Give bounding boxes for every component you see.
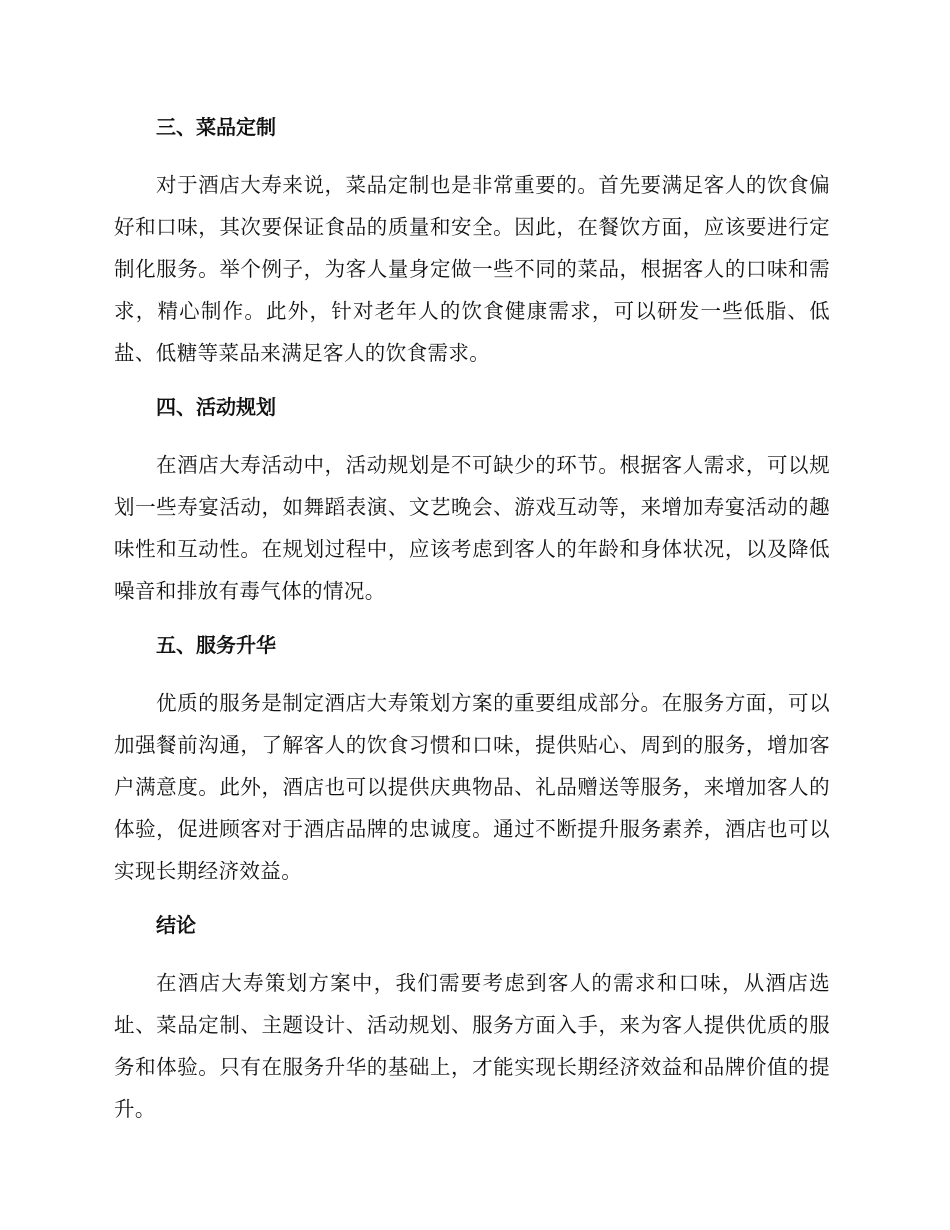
paragraph-service-upgrade: 优质的服务是制定酒店大寿策划方案的重要组成部分。在服务方面，可以加强餐前沟通，了解客人的饮食习惯和口味，提供贴心、周到的服务，增加客户满意度。此外，酒店也可以提供庆典物品、礼品赠送等服务，来增加客人的体验，促进顾客对于酒店品牌的忠诚度。通过不断提升服务素养，酒店也可以实现长期经济效益。 (114, 691, 830, 883)
section-heading-activity-planning: 四、活动规划 (156, 395, 276, 419)
paragraph-conclusion: 在酒店大寿策划方案中，我们需要考虑到客人的需求和口味，从酒店选址、菜品定制、主题设计、活动规划、服务方面入手，来为客人提供优质的服务和体验。只有在服务升华的基础上，才能实现长期经济效益和品牌价值的提升。 (114, 971, 830, 1121)
document-page (114, 108, 830, 1130)
section-heading-service-upgrade: 五、服务升华 (156, 633, 276, 657)
paragraph-activity-planning: 在酒店大寿活动中，活动规划是不可缺少的环节。根据客人需求，可以规划一些寿宴活动，如舞蹈表演、文艺晚会、游戏互动等，来增加寿宴活动的趣味性和互动性。在规划过程中，应该考虑到客人的年龄和身体状况，以及降低噪音和排放有毒气体的情况。 (114, 453, 830, 603)
paragraph-dish-customization: 对于酒店大寿来说，菜品定制也是非常重要的。首先要满足客人的饮食偏好和口味，其次要保证食品的质量和安全。因此，在餐饮方面，应该要进行定制化服务。举个例子，为客人量身定做一些不同的菜品，根据客人的口味和需求，精心制作。此外，针对老年人的饮食健康需求，可以研发一些低脂、低盐、低糖等菜品来满足客人的饮食需求。 (114, 173, 830, 365)
section-heading-dish-customization: 三、菜品定制 (156, 115, 276, 139)
section-heading-conclusion: 结论 (156, 913, 196, 937)
